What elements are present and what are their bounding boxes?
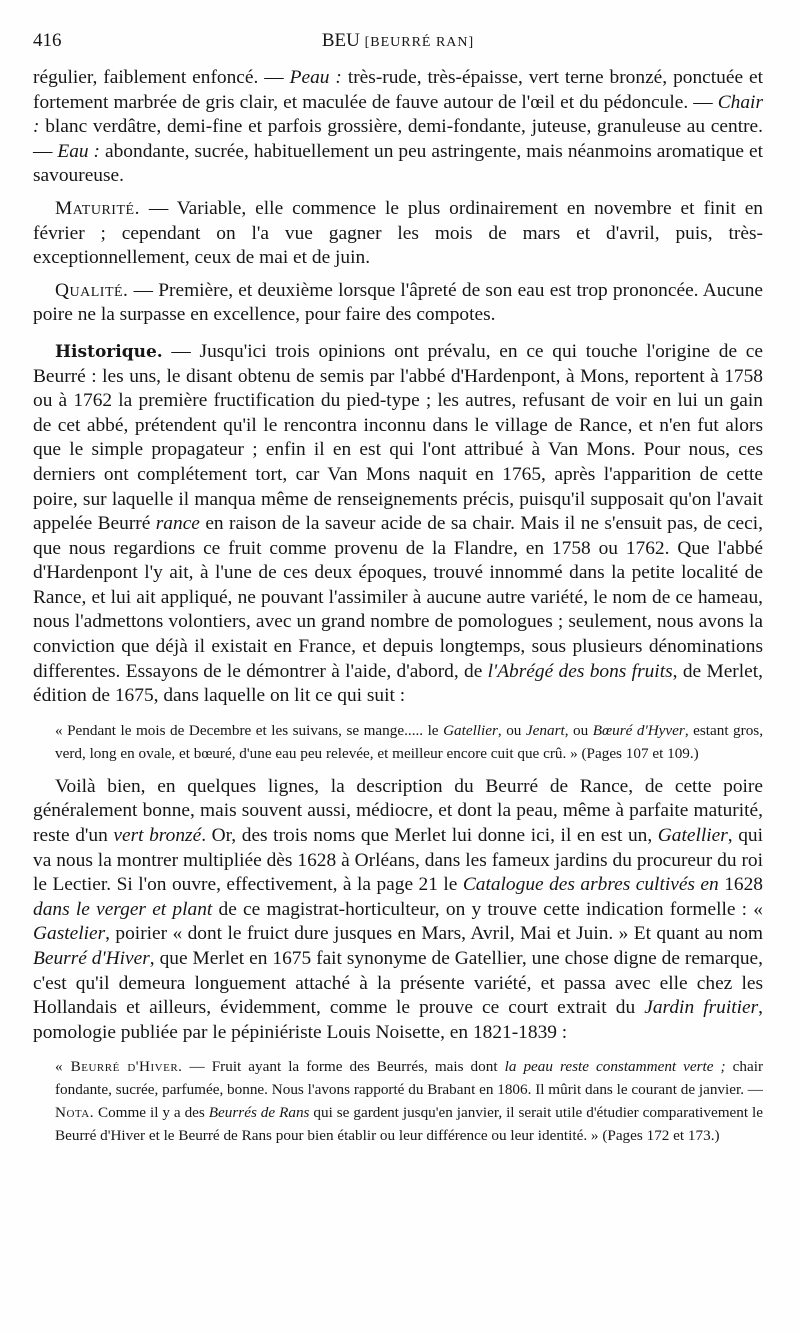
paragraph-historique: Historique. — Jusqu'ici trois opinions ont prévalu, en ce qui touche l'origine de ce Beurré : les uns, le disant obtenu de semis par l'abbé d'Hardenpont, à Mons, reportent à 1758 ou à 1762 la première fructification du pied-type ; les autres, refusant de voir en lui un gain de cet abbé, prétendent qu'il le rencontra inconnu dans le village de Rance, et n'en fut alors que le simple propagateur ; enfin il en est qui l'ont attribué à Van Mons. Pour nous, ces derniers ont complétement tort, car Van Mons naquit en 1765, après l'apparition de cette poire, sur laquelle il manqua même de renseignements précis, puisqu'il supposait qu'on l'avait appelée Beurré rance en raison de la saveur acide de sa chair. Mais il ne s'ensuit pas, de ceci, que nous regardions ce fruit comme provenu de la Flandre, en 1758 ou 1762. Que l'abbé d'Hardenpont l'y ait, à l'une de ces deux époques, trouvé innommé dans la petite localité de Rance, et lui ait appliqué, ne pouvant l'assimiler à aucune autre variété, le nom de ce hameau, nous l'admettons volontiers, avec un grand nombre de pomologues ; seulement, nous avons la conviction que déjà il existait en France, et depuis longtemps, sous plusieurs dénominations differentes. Essayons de le démontrer à l'aide, d'abord, de l'Abrégé des bons fruits, de Merlet, édition de 1675, dans laquelle on lit ce qui suit : (33, 340, 764, 707)
paragraph-maturite: Maturité. — Variable, elle commence le plus ordinairement en novembre et finit en février ; cependant on l'a vue gagner les mois de mars et d'avril, puis, très-exceptionnellement, ceux de mai et de juin. (33, 197, 763, 269)
quote-noisette: « Beurré d'Hiver. — Fruit ayant la forme des Beurrés, mais dont la peau reste constamment verte ; chair fondante, sucrée, parfumée, bonne. Nous l'avons rapporté du Brabant en 1806. Il mûrit dans le courant de janvier. — Nota. Comme il y a des Beurrés de Rans qui se gardent jusqu'en janvier, il serait utile d'étudier comparativement le Beurré d'Hiver et le Beurré de Rans pour bien établir ou leur différence ou leur identité. » (Pages 172 et 173.) (55, 1058, 763, 1145)
paragraph-voila: Voilà bien, en quelques lignes, la description du Beurré de Rance, de cette poire généralement bonne, mais souvent aussi, médiocre, et dont la peau, même à parfaite maturité, reste d'un vert bronzé. Or, des trois noms que Merlet lui donne ici, il en est un, Gatellier, qui va nous la montrer multipliée dès 1628 à Orléans, dans les fameux jardins du procureur du roi le Lectier. Si l'on ouvre, effectivement, à la page 21 le Catalogue des arbres cultivés en 1628 dans le verger et plant de ce magistrat-horticulteur, on y trouve cette indication formelle : « Gastelier, poirier « dont le fruict dure jusques en Mars, Avril, Mai et Juin. » Et quant au nom Beurré d'Hiver, que Merlet en 1675 fait synonyme de Gatellier, une chose digne de remarque, c'est qu'il demeura longuement attaché à la présente variété, et passa avec elle chez les Hollandais et ailleurs, évidemment, comme le prouve ce court extrait du Jardin fruitier, pomologie publiée par le pépiniériste Louis Noisette, en 1821-1839 : (33, 775, 764, 1043)
historique-heading: Historique. (55, 341, 163, 362)
page-header (33, 30, 763, 54)
nota-label: Nota. (55, 1104, 94, 1122)
quote-merlet: « Pendant le mois de Decembre et les suivans, se mange..... le Gatellier, ou Jenart, ou Bœuré d'Hyver, estant gros, verd, long en ovale, et bœuré, d'une eau peu relevée, et meilleur encore cuit que crû. » (Pages 107 et 109.) (55, 721, 764, 762)
maturite-label: Maturité. (55, 197, 140, 219)
chair-label: Chair : (33, 91, 763, 138)
running-title (33, 30, 763, 52)
eau-label: Eau : (57, 140, 101, 162)
paragraph-qualite: Qualité. — Première, et deuxième lorsque l'âpreté de son eau est trop prononcée. Aucune poire ne la surpasse en excellence, pour faire des compotes. (33, 279, 763, 326)
page-body (33, 66, 763, 1147)
page-number: 416 (33, 30, 62, 51)
running-title-main: BEU (321, 30, 360, 51)
running-title-sub: [BEURRÉ RAN] (364, 35, 475, 50)
peau-label: Peau : (289, 67, 342, 88)
beurre-hiver-label: « Beurré d'Hiver. (55, 1058, 183, 1076)
qualite-label: Qualité. (55, 279, 129, 301)
paragraph-description: régulier, faiblement enfoncé. — Peau : très-rude, très-épaisse, vert terne bronzé, ponctuée et fortement marbrée de gris clair, et maculée de fauve autour de l'œil et du pédoncule. — Chair : blanc verdâtre, demi-fine et parfois grossière, demi-fondante, juteuse, granuleuse au centre. — Eau : abondante, sucrée, habituellement un peu astringente, mais néanmoins aromatique et savoureuse. (33, 67, 763, 187)
